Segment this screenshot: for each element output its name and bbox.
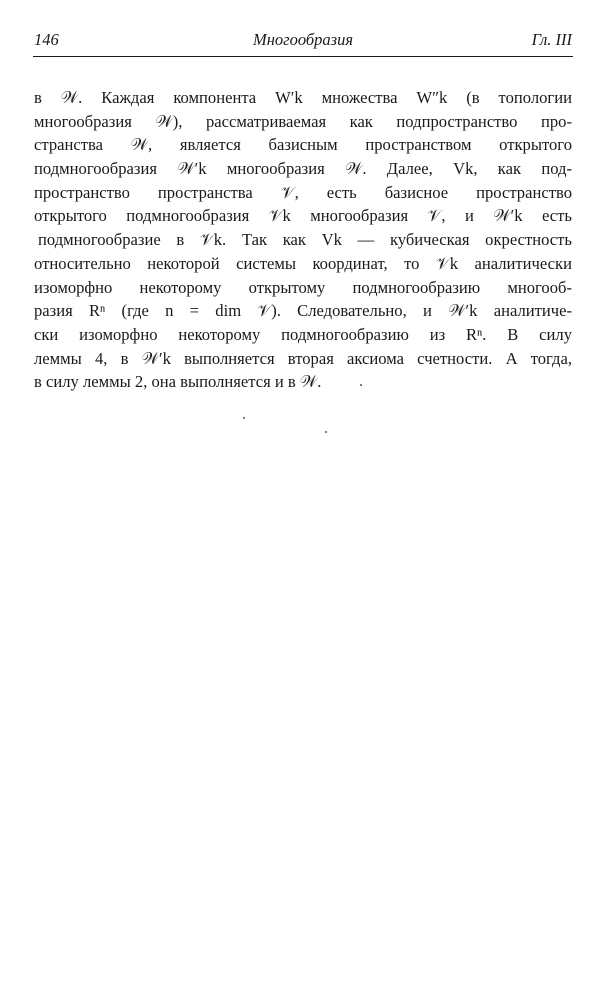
text-line: относительно некоторой системы координат, то 𝒱k аналитически (34, 253, 572, 273)
section-title: Многообразия (252, 30, 354, 49)
text-line: в 𝒲. Каждая компонента W′k множества W″k (в топологии (34, 88, 572, 107)
text-line: открытого подмногообразия 𝒱k многообразия 𝒱, и 𝒲′k есть (34, 206, 572, 226)
text-line: подмногообразия 𝒲′k многообразия 𝒲. Далее, Vk, как под- (34, 159, 572, 179)
text-line: странства 𝒲, является базисным пространством открытого (34, 135, 572, 155)
scan-speck (325, 431, 327, 433)
running-head (34, 30, 572, 54)
text-line: многообразия 𝒲), рассматриваемая как подпространство про- (34, 111, 572, 131)
text-line: в силу леммы 2, она выполняется и в 𝒲. (34, 372, 322, 392)
text-line: изоморфно некоторому открытому подмногообразию многооб- (34, 277, 572, 297)
page-number: 146 (34, 30, 59, 49)
text-line: разия Rⁿ (где n = dim 𝒱). Следовательно, и 𝒲′k аналитиче- (34, 301, 572, 321)
text-line: ски изоморфно некоторому подмногообразию из Rⁿ. В силу (34, 324, 572, 344)
chapter-label: Гл. III (531, 30, 572, 49)
body-paragraph (34, 86, 572, 394)
text-line: пространство пространства 𝒱, есть базисное пространство (34, 182, 572, 202)
text-line: подмногообразие в 𝒱k. Так как Vk — кубическая окрестность (38, 230, 572, 250)
scan-speck (243, 417, 245, 419)
scan-speck (360, 384, 362, 386)
header-rule (33, 56, 573, 57)
text-line: леммы 4, в 𝒲′k выполняется вторая аксиома счетности. А тогда, (34, 348, 572, 368)
